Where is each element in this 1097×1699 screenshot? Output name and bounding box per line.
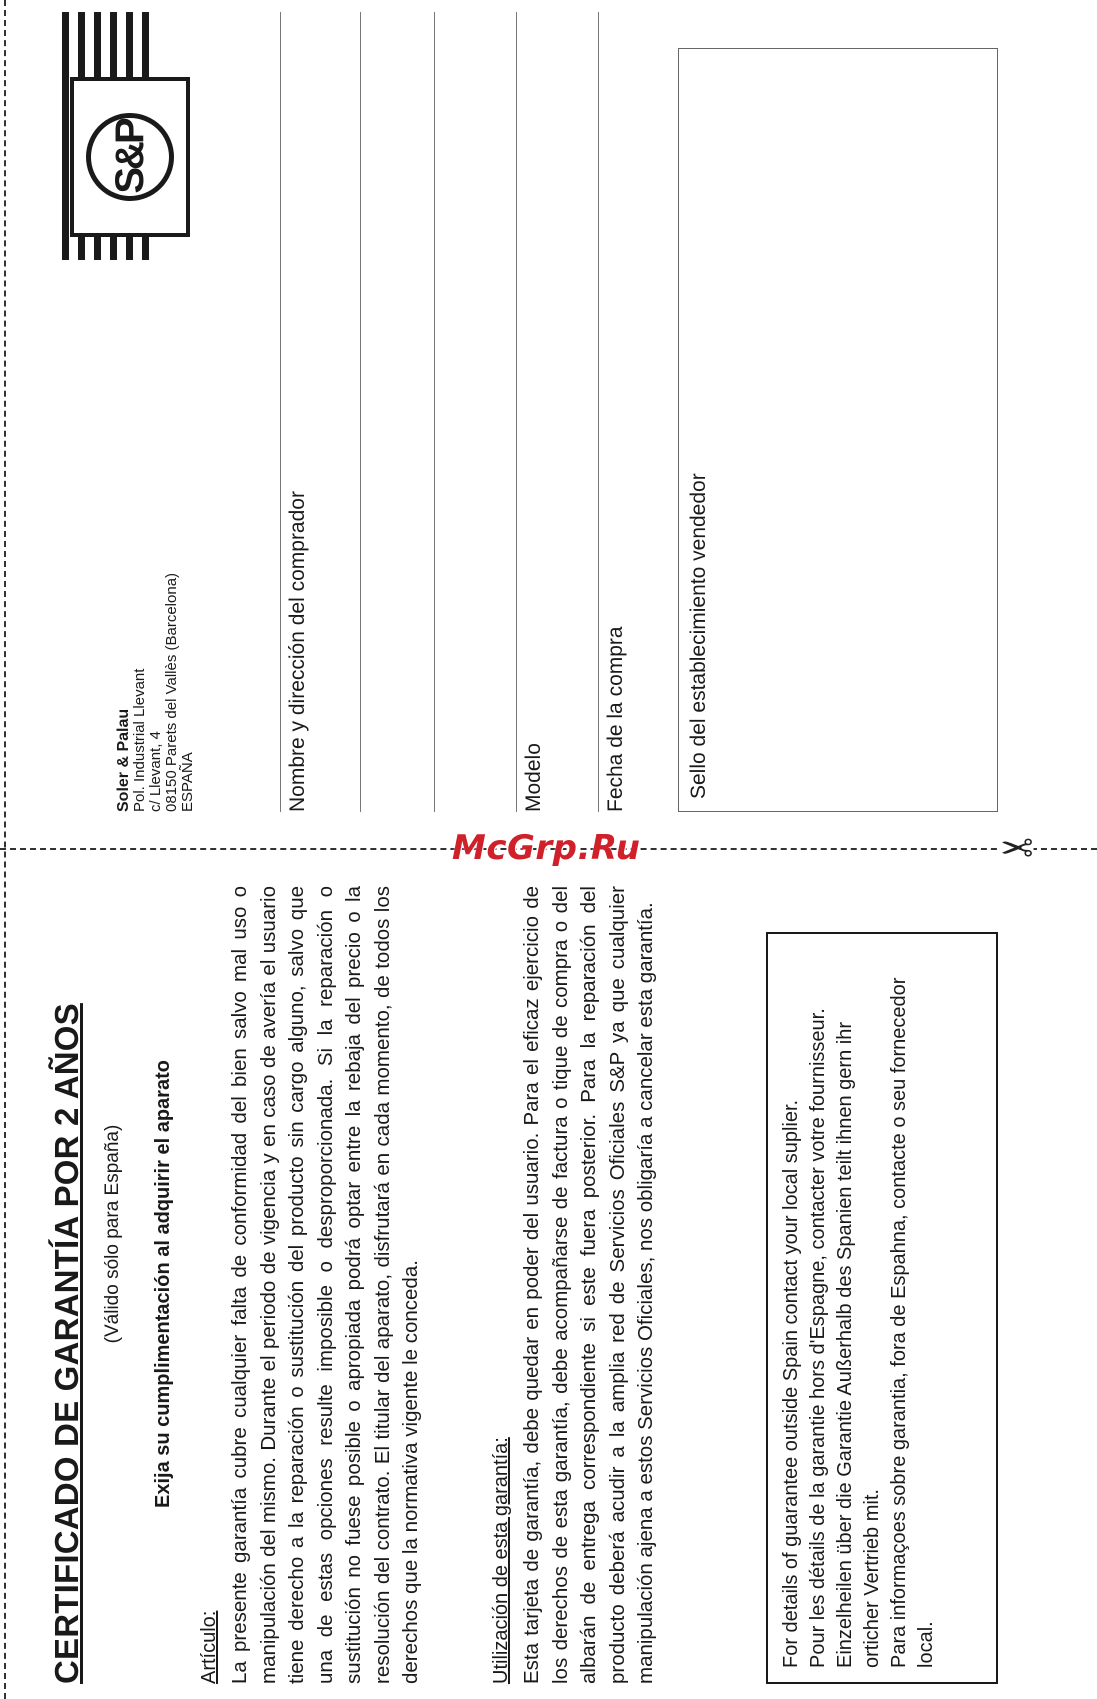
company-name: Soler & Palau <box>115 708 132 812</box>
article-heading: Artículo: <box>198 1610 220 1684</box>
usage-heading: Utilización de esta garantía: <box>490 1437 512 1684</box>
address-country: ESPAÑA <box>179 752 196 812</box>
buyer-line-1 <box>280 12 281 812</box>
address-line-3: 08150 Parets del Vallès (Barcelona) <box>163 572 180 812</box>
buyer-line-3 <box>434 12 435 812</box>
article-text: La presente garantía cubre cualquier falta de conformidad del bien salvo mal uso o manipulación del mismo. Durante el periodo de vigencia y en caso de avería el usuario tiene derecho a la reparación o sustitución del producto sin cargo alguno, salvo que una de estas opciones resulte imposible o desproporcionada. Si la reparación o sustitución no fuese posible o apropiada podrá optar entre la rebaja del precio o la resolución del contrato. El titular del aparato, disfrutará en cada momento, de todos los derechos que la normativa vigente le conceda. <box>228 886 422 1684</box>
buyer-label: Nombre y dirección del comprador <box>286 491 309 812</box>
international-notice-box <box>766 932 998 1684</box>
validity-note: (Válido sólo para España) <box>102 1124 123 1344</box>
notice-portuguese: Para informaçoes sobre garantia, fora de Espahna, contacte o seu fornecedor local. <box>888 977 937 1668</box>
sp-logo <box>70 77 190 237</box>
warranty-form-panel <box>40 12 1080 812</box>
logo-mark: S&P <box>86 113 174 201</box>
company-address <box>116 573 196 812</box>
model-label: Modelo <box>522 743 545 812</box>
buyer-line-2 <box>360 12 361 812</box>
certificate-title: CERTIFICADO DE GARANTÍA POR 2 AÑOS <box>48 1003 85 1684</box>
address-line-1: Pol. Industrial Llevant <box>131 668 148 812</box>
notice-english: For details of guarantee outside Spain contact your local suplier. <box>780 1099 802 1668</box>
scissors-icon: ✂ <box>1000 823 1034 869</box>
notice-german: Einzelheilen über die Garantie Außerhalb des Spanien teilt ihnen gern ihr orticher Vertrieb mit. <box>834 1022 883 1668</box>
stamp-label: Sello del establecimiento vendedor <box>687 473 710 799</box>
watermark: McGrp.Ru <box>452 828 641 868</box>
seller-stamp-box <box>678 48 998 812</box>
model-line <box>516 12 517 812</box>
usage-text: Esta tarjeta de garantía, debe quedar en poder del usuario. Para el eficaz ejercicio de los derechos de esta garantía, debe acompañarse de factura o tique de compra o del albarán de entrega correspondiente si este fuera posterior. Para la reparación del producto deberá acudir a la amplia red de Servicios Oficiales S&P ya que cualquier manipulación ajena a estos Servicios Oficiales, nos obligaría a cancelar esta garantía. <box>520 886 657 1684</box>
address-line-2: c/ Llevant, 4 <box>147 731 164 812</box>
demand-note: Exija su cumplimentación al adquirir el aparato <box>152 1060 174 1508</box>
date-label: Fecha de la compra <box>604 626 627 812</box>
certificate-panel <box>30 872 1050 1684</box>
notice-french: Pour les détails de la garantie hors d'Espagne, contacter votre fournisseur. <box>807 1008 829 1668</box>
date-line <box>598 12 599 812</box>
